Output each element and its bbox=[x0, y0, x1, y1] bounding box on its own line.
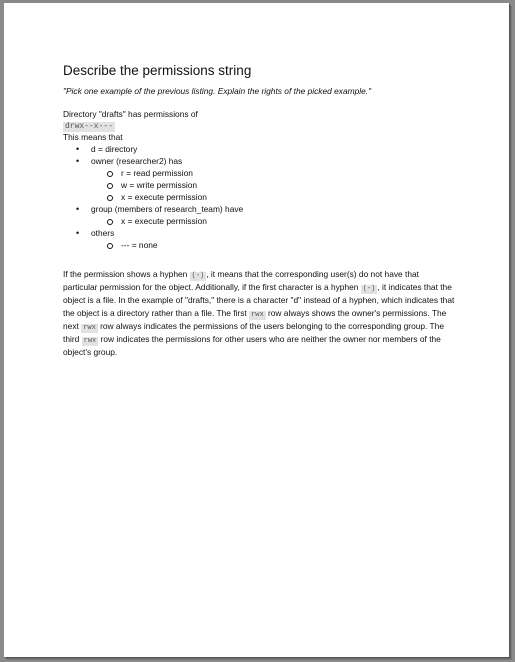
rwx-code: rwx bbox=[251, 310, 264, 319]
paragraph-text: If the permission shows a hyphen bbox=[63, 269, 190, 279]
list-item-label: d = directory bbox=[91, 144, 138, 154]
paragraph-text: row always shows the owner's permissions. The next bbox=[63, 307, 447, 331]
hyphen-code: (-) bbox=[191, 272, 205, 280]
list-item bbox=[63, 143, 455, 155]
prompt-text: "Pick one example of the previous listing. Explain the rights of the picked example." bbox=[63, 86, 372, 96]
list-item-label: group (members of research_team) have bbox=[91, 204, 244, 214]
paragraph-text: , it indicates that the object is a file. In the example of "drafts," there is a character "d" instead of a hyphen, which indicates that the object is a directory rather than a file. The first bbox=[63, 282, 455, 318]
hyphen-code: (-) bbox=[362, 285, 376, 293]
intro-line: Directory "drafts" has permissions of bbox=[63, 109, 198, 119]
rwx-code: rwx bbox=[83, 323, 96, 332]
list-item-label: owner (researcher2) has bbox=[91, 156, 183, 166]
list-item bbox=[63, 203, 455, 227]
list-item bbox=[63, 155, 455, 203]
sub-list-item: x = execute permission bbox=[91, 215, 455, 227]
document-page bbox=[4, 3, 509, 657]
permission-list bbox=[63, 143, 455, 251]
sub-list-item: x = execute permission bbox=[91, 191, 455, 203]
sub-list bbox=[63, 167, 455, 203]
paragraph-text: row indicates the permissions for other users who are neither the owner nor members of the object's group. bbox=[63, 333, 441, 357]
sub-list-item: r = read permission bbox=[91, 167, 455, 179]
sub-list bbox=[63, 239, 455, 251]
sub-list-item: w = write permission bbox=[91, 179, 455, 191]
sub-list bbox=[63, 215, 455, 227]
document-content bbox=[63, 63, 455, 367]
page-title: Describe the permissions string bbox=[63, 63, 252, 78]
paragraph-text: , it means that the corresponding user(s) do not have that particular permission for the object. Additionally, if the first character is a hyphen bbox=[63, 269, 419, 292]
list-item bbox=[63, 227, 455, 251]
rwx-code: rwx bbox=[83, 336, 97, 345]
intro-block bbox=[63, 109, 455, 143]
list-item-label: others bbox=[91, 228, 115, 238]
intro-line: This means that bbox=[63, 132, 123, 142]
paragraph-text: row always indicates the permissions of the users belonging to the corresponding group. The third bbox=[63, 320, 444, 344]
explanation-paragraph bbox=[63, 268, 455, 358]
sub-list-item: --- = none bbox=[91, 239, 455, 251]
permission-string: drwx--x--- bbox=[65, 122, 114, 131]
